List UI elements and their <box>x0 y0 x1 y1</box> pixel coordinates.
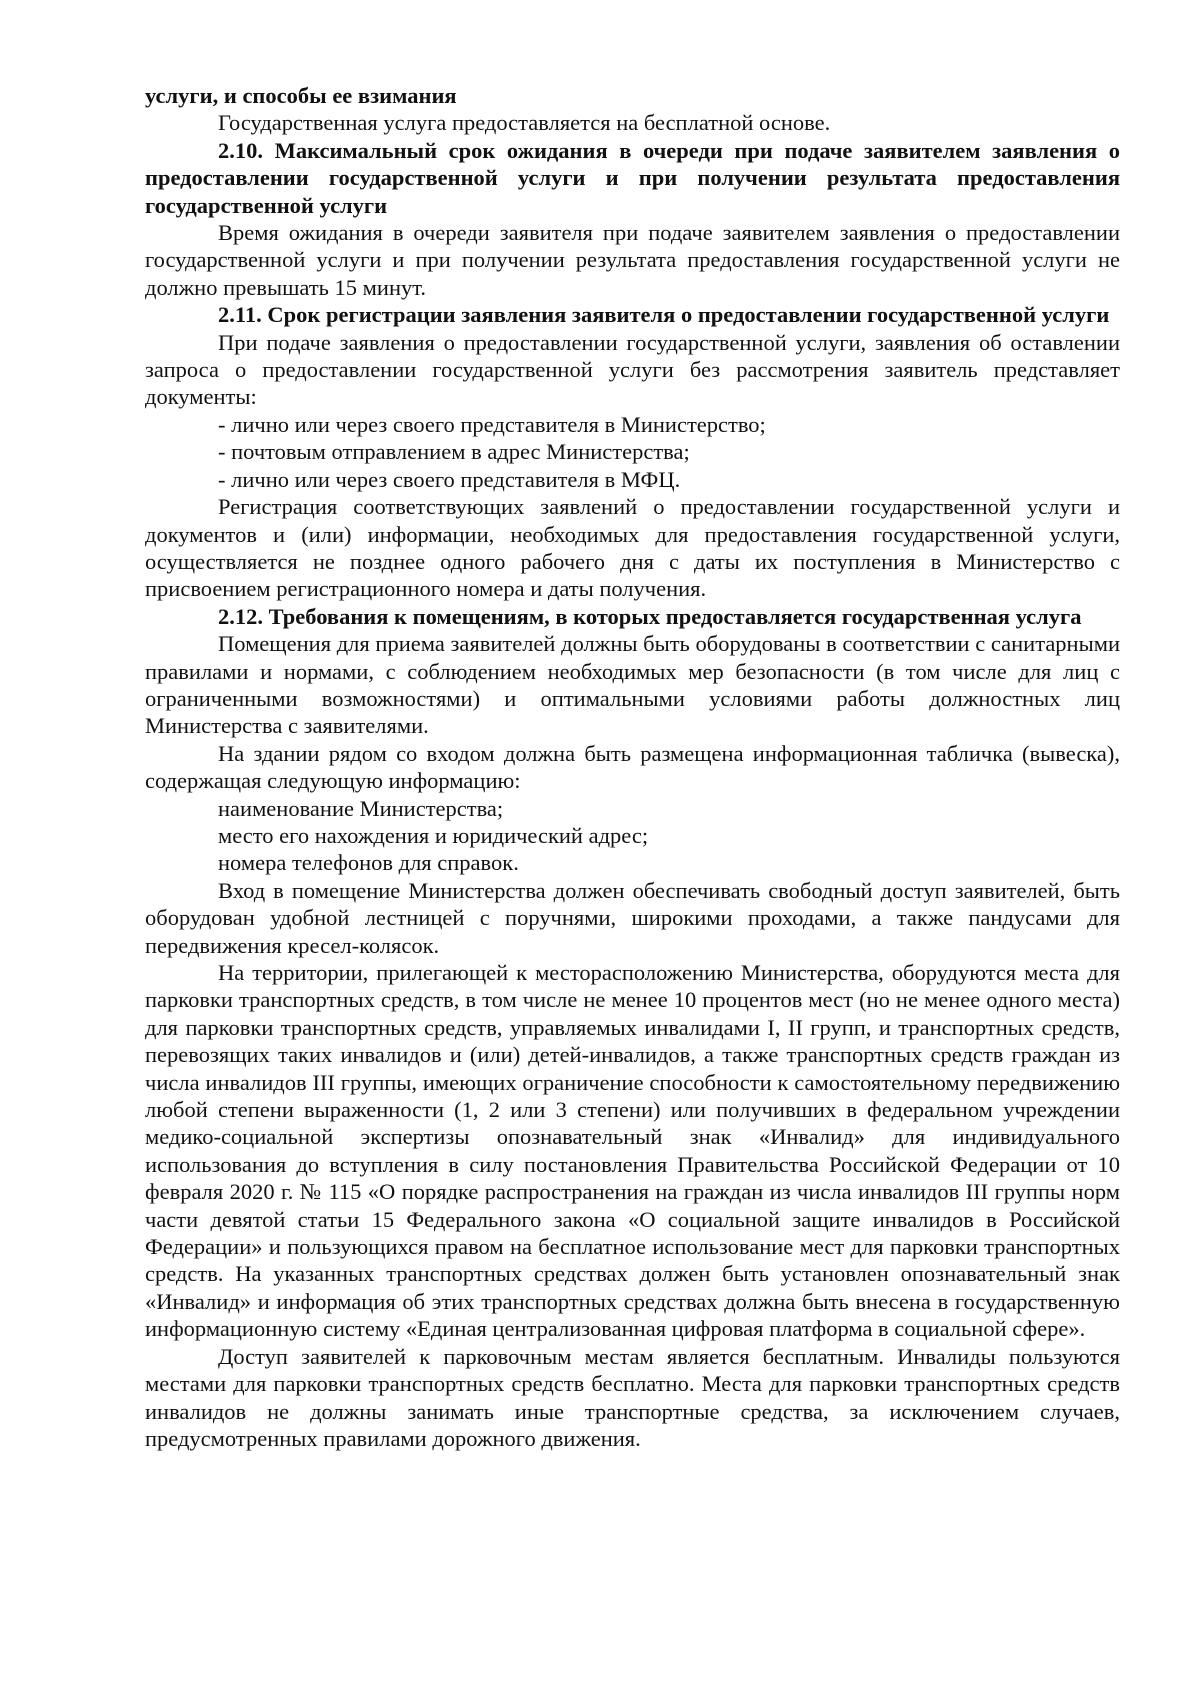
list-item: - почтовым отправлением в адрес Министерства; <box>218 439 690 465</box>
list-item: - лично или через своего представителя в МФЦ. <box>218 466 681 492</box>
list-item: место его нахождения и юридический адрес; <box>218 822 649 848</box>
paragraph: Регистрация соответствующих заявлений о предоставлении государственной услуги и документов и (или) информации, необходимых для предоставления государственной услуги, осуществляется не позднее одного рабочего дня с даты их поступления в Министерство с присвоением регистрационного номера и даты получения. <box>145 494 1120 602</box>
section-heading-2-11: 2.11. Срок регистрации заявления заявителя о предоставлении государственной услуги <box>218 302 1110 328</box>
list-item: номера телефонов для справок. <box>218 850 519 876</box>
paragraph: Государственная услуга предоставляется на бесплатной основе. <box>218 110 831 136</box>
list-item: наименование Министерства; <box>218 795 504 821</box>
paragraph: При подаче заявления о предоставлении государственной услуги, заявления об оставлении запроса о предоставлении государственной услуги без рассмотрения заявитель представляет документы: <box>145 329 1120 410</box>
paragraph: На здании рядом со входом должна быть размещена информационная табличка (вывеска), содержащая следующую информацию: <box>145 740 1120 794</box>
paragraph: Доступ заявителей к парковочным местам является бесплатным. Инвалиды пользуются местами для парковки транспортных средств бесплатно. Места для парковки транспортных средств инвалидов не должны занимать иные транспортные средства, за исключением случаев, предусмотренных правилами дорожного движения. <box>145 1343 1120 1451</box>
section-heading-continuation: услуги, и способы ее взимания <box>145 83 457 108</box>
paragraph: Помещения для приема заявителей должны быть оборудованы в соответствии с санитарными правилами и нормами, с соблюдением необходимых мер безопасности (в том числе для лиц с ограниченными возможностями) и оптимальными условиями работы должностных лиц Министерства с заявителями. <box>145 631 1120 739</box>
paragraph: Время ожидания в очереди заявителя при подаче заявителем заявления о предоставлении государственной услуги и при получении результата предоставления государственной услуги не должно превышать 15 минут. <box>145 220 1120 300</box>
list-item: - лично или через своего представителя в Министерство; <box>218 411 766 437</box>
document-page <box>145 82 1120 1452</box>
paragraph: Вход в помещение Министерства должен обеспечивать свободный доступ заявителей, быть оборудован удобной лестницей с поручнями, широкими проходами, а также пандусами для передвижения кресел-колясок. <box>145 877 1120 958</box>
paragraph: На территории, прилегающей к месторасположению Министерства, оборудуются места для парковки транспортных средств, в том числе не менее 10 процентов мест (но не менее одного места) для парковки транспортных средств, управляемых инвалидами I, II групп, и транспортных средств, перевозящих таких инвалидов и (или) детей-инвалидов, а также транспортных средств граждан из числа инвалидов III группы, имеющих ограничение способности к самостоятельному передвижению любой степени выраженности (1, 2 или 3 степени) или получивших в федеральном учреждении медико-социальной экспертизы опознавательный знак «Инвалид» для индивидуального использования до вступления в силу постановления Правительства Российской Федерации от 10 февраля 2020 г. № 115 «О порядке распространения на граждан из числа инвалидов III группы норм части девятой статьи 15 Федерального закона «О социальной защите инвалидов в Российской Федерации» и пользующихся правом на бесплатное использование мест для парковки транспортных средств. На указанных транспортных средствах должен быть установлен опознавательный знак «Инвалид» и информация об этих транспортных средствах должна быть внесена в государственную информационную систему «Единая централизованная цифровая платформа в социальной сфере». <box>145 960 1120 1342</box>
section-heading-2-12: 2.12. Требования к помещениям, в которых предоставляется государственная услуга <box>218 603 1082 629</box>
section-heading-2-10: 2.10. Максимальный срок ожидания в очереди при подаче заявителем заявления о предоставлении государственной услуги и при получении результата предоставления государственной услуги <box>145 137 1120 218</box>
